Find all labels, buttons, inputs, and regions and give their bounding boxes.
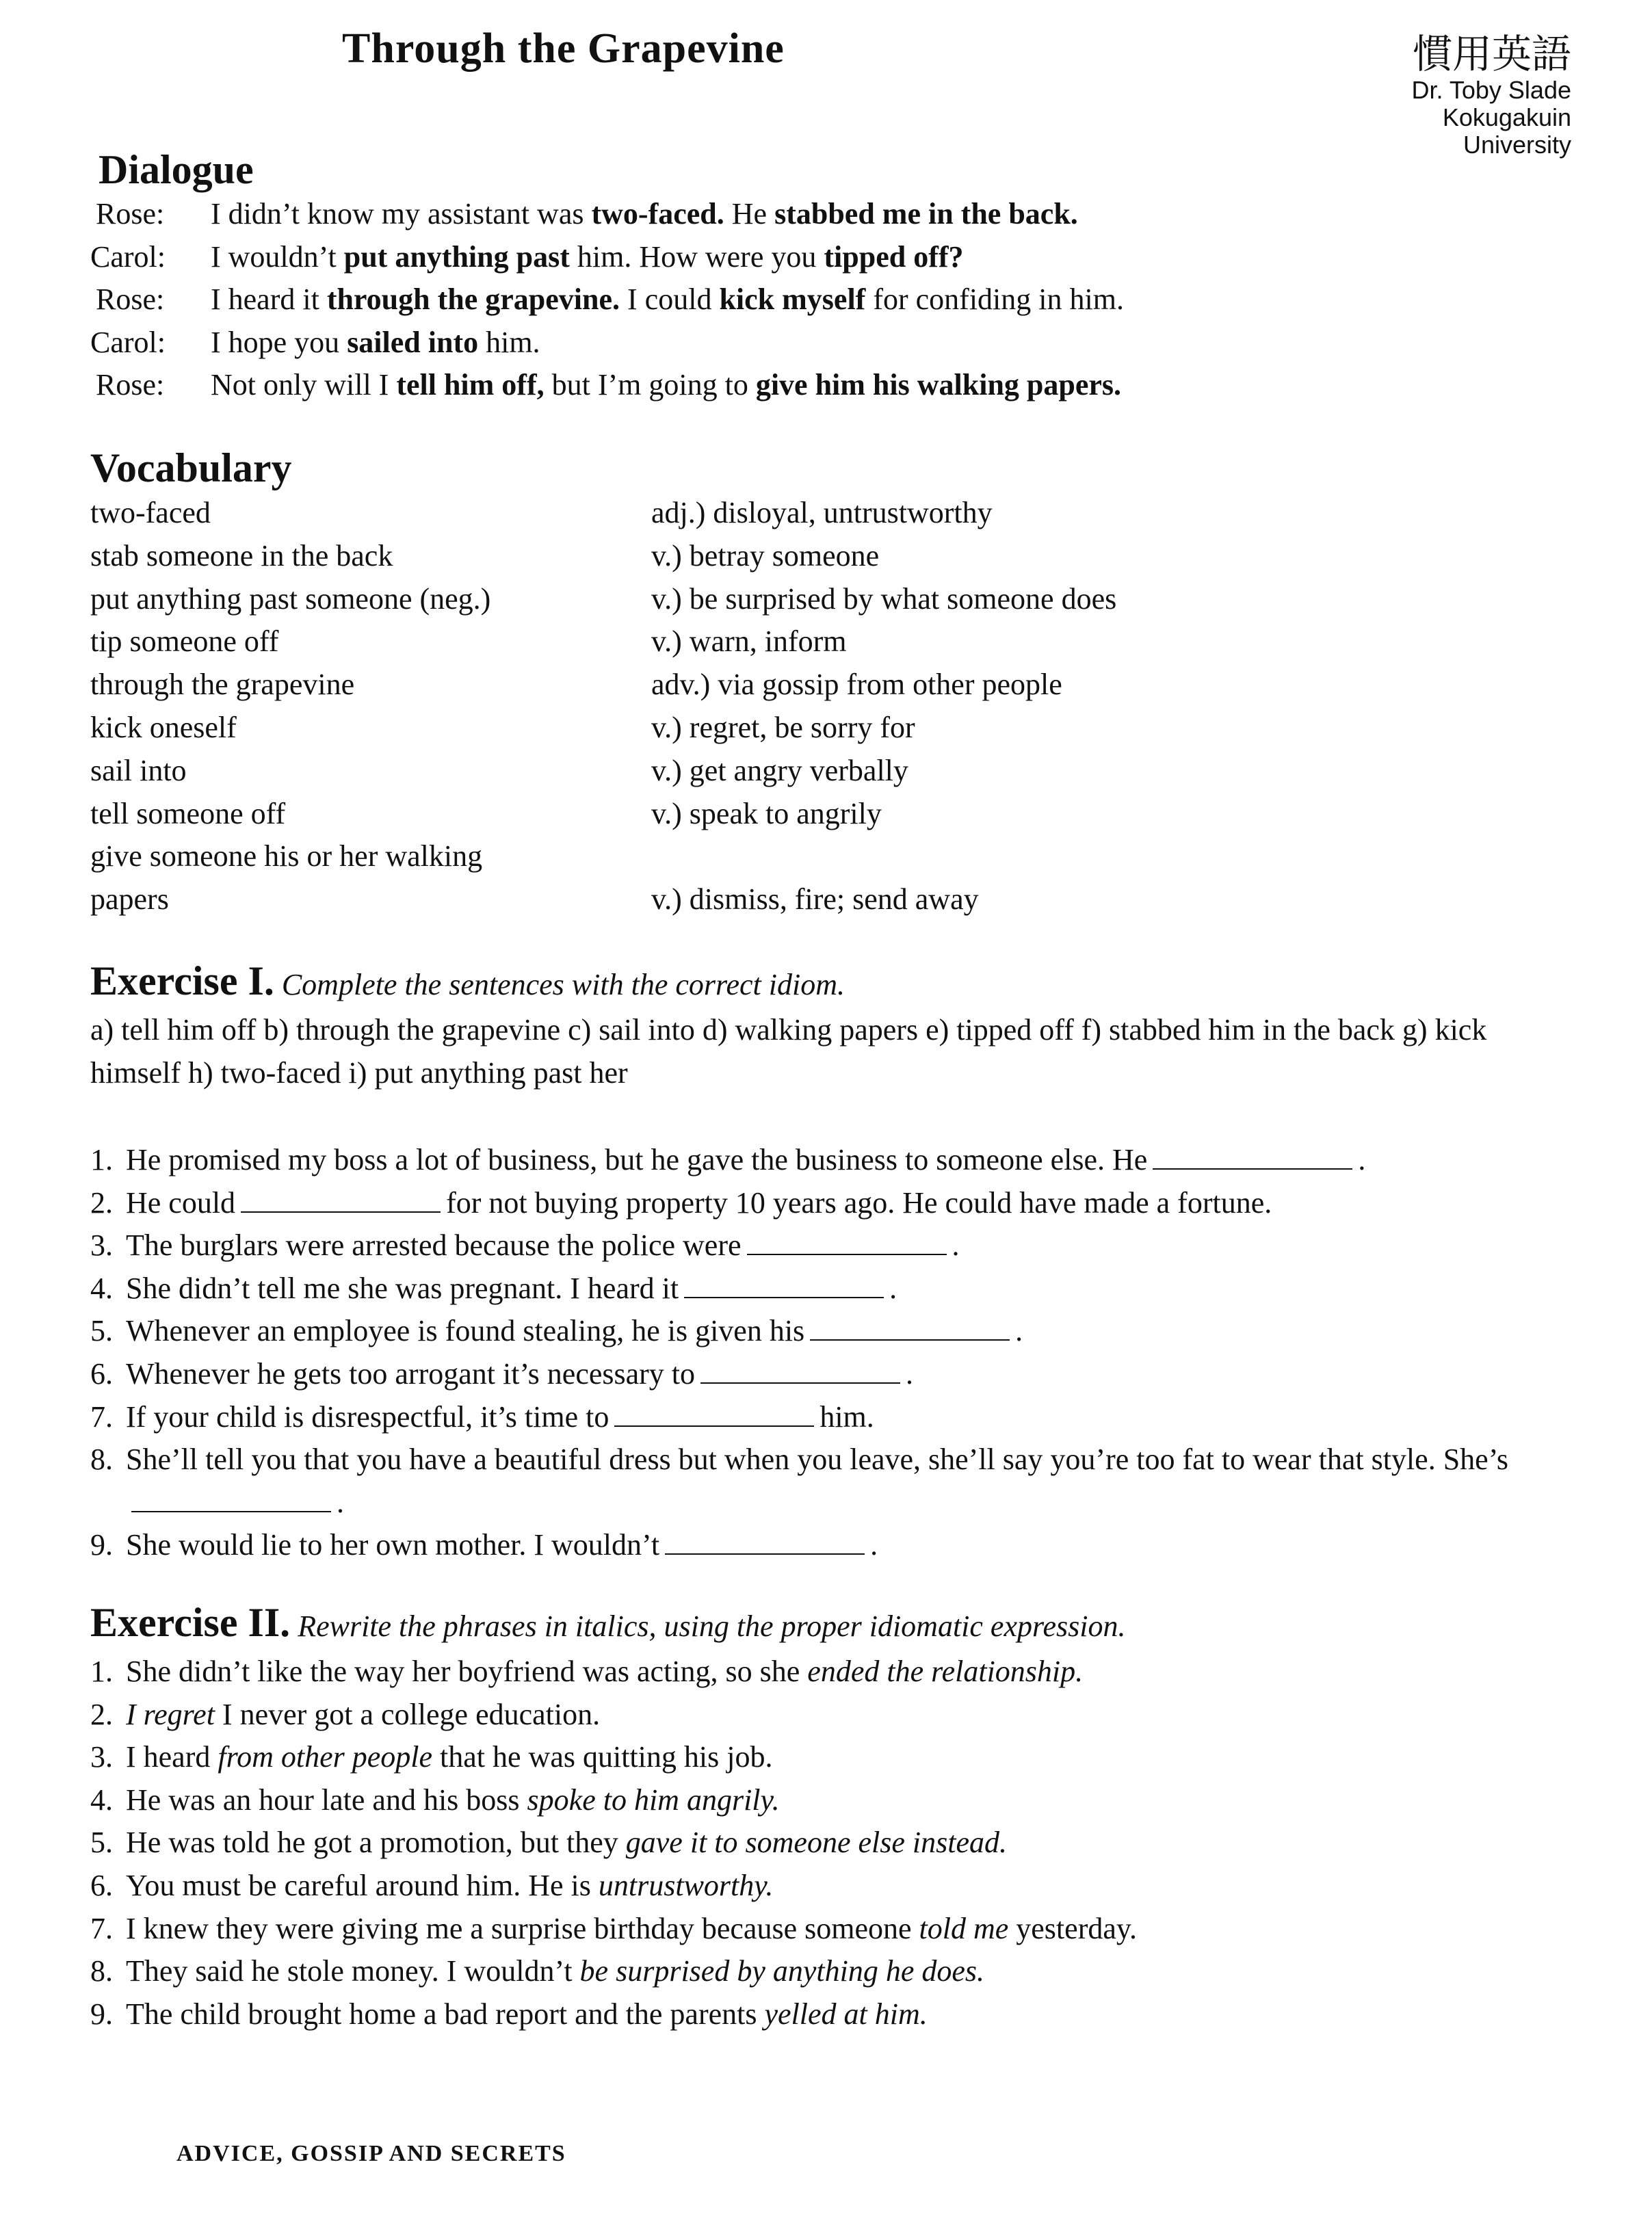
idiom-highlight: through the grapevine. bbox=[326, 282, 620, 316]
item-text-before: He promised my boss a lot of business, but he gave the business to someone else. He bbox=[126, 1143, 1148, 1176]
exercise1-items bbox=[90, 1139, 1569, 1567]
footer-text: ADVICE, GOSSIP AND SECRETS bbox=[176, 2141, 566, 2166]
item-number: 7. bbox=[90, 1911, 113, 1945]
answer-blank[interactable] bbox=[810, 1317, 1010, 1341]
idiom-highlight: two-faced. bbox=[591, 197, 724, 231]
item-text bbox=[126, 1650, 1569, 1694]
vocabulary-definition: v.) be surprised by what someone does bbox=[651, 581, 1117, 616]
item-number: 1. bbox=[90, 1143, 113, 1176]
exercise2-item bbox=[90, 1736, 1569, 1779]
exercise1-item bbox=[90, 1267, 1569, 1311]
vocabulary-term: tell someone off bbox=[90, 796, 286, 830]
vocabulary-row bbox=[90, 492, 1116, 535]
exercise2-item bbox=[90, 1993, 1569, 2036]
item-segment: The child brought home a bad report and the parents bbox=[126, 1997, 765, 2031]
exercise2-label: Exercise II. bbox=[90, 1600, 291, 1645]
dialogue-speaker: Rose: bbox=[96, 368, 165, 402]
course-title-japanese: 慣用英語 bbox=[1412, 31, 1571, 77]
item-text-before: The burglars were arrested because the police were bbox=[126, 1228, 742, 1263]
exercise1-instruction: Complete the sentences with the correct idiom. bbox=[281, 968, 845, 1001]
exercise1-item bbox=[90, 1139, 1569, 1182]
vocabulary-term: kick oneself bbox=[90, 710, 237, 744]
idiom-highlight: stabbed me in the back. bbox=[774, 197, 1078, 231]
item-text-after: for not buying property 10 years ago. He could have made a fortune. bbox=[446, 1185, 1272, 1220]
exercise2-item bbox=[90, 1694, 1569, 1737]
dialogue-segment: but I’m going to bbox=[544, 368, 756, 402]
italic-phrase: yelled at him. bbox=[764, 1997, 928, 2031]
vocabulary-term: papers bbox=[90, 882, 169, 917]
author-block bbox=[1412, 31, 1571, 159]
item-number: 9. bbox=[90, 1997, 113, 2031]
italic-phrase: I regret bbox=[126, 1697, 215, 1731]
item-text-before: Whenever an employee is found stealing, he is given his bbox=[126, 1314, 805, 1348]
item-number: 3. bbox=[90, 1228, 113, 1263]
vocabulary-row bbox=[90, 535, 1116, 578]
idiom-highlight: put anything past bbox=[343, 239, 570, 274]
exercise1-item bbox=[90, 1310, 1569, 1353]
school-name-1: Kokugakuin bbox=[1442, 103, 1571, 131]
vocabulary-definition: adv.) via gossip from other people bbox=[651, 668, 1062, 702]
author-name: Dr. Toby Slade bbox=[1411, 76, 1571, 104]
item-segment: She didn’t like the way her boyfriend was acting, so she bbox=[126, 1655, 808, 1688]
dialogue-segment: I heard it bbox=[211, 282, 327, 316]
item-segment: He was an hour late and his boss bbox=[126, 1783, 527, 1817]
item-segment: He was told he got a promotion, but they bbox=[126, 1826, 626, 1860]
item-text bbox=[126, 1224, 1569, 1267]
item-text bbox=[126, 1310, 1569, 1353]
item-text-before: She would lie to her own mother. I wouldn’t bbox=[126, 1528, 660, 1562]
school-name-2: University bbox=[1463, 131, 1571, 159]
idiom-highlight: sailed into bbox=[347, 325, 479, 359]
vocabulary-row bbox=[90, 707, 1116, 750]
item-segment: I heard bbox=[126, 1740, 218, 1774]
dialogue-line bbox=[90, 321, 1124, 365]
italic-phrase: untrustworthy. bbox=[598, 1868, 774, 1902]
vocabulary-row bbox=[90, 793, 1116, 836]
vocabulary-definition: v.) regret, be sorry for bbox=[651, 710, 915, 744]
exercise1-item bbox=[90, 1353, 1569, 1396]
vocabulary-row bbox=[90, 620, 1116, 663]
exercise1-item bbox=[90, 1438, 1569, 1524]
vocabulary-definition: v.) betray someone bbox=[651, 538, 880, 573]
item-text-after: . bbox=[870, 1528, 878, 1562]
item-text-before: He could bbox=[126, 1185, 236, 1220]
dialogue-text bbox=[211, 236, 964, 279]
vocabulary-definition: v.) get angry verbally bbox=[651, 753, 908, 787]
vocabulary-heading: Vocabulary bbox=[90, 445, 292, 490]
item-text-after: him. bbox=[820, 1399, 874, 1434]
item-text bbox=[126, 1736, 1569, 1779]
item-text bbox=[126, 1779, 1569, 1822]
vocabulary-row bbox=[90, 835, 1116, 878]
item-text-after: . bbox=[889, 1271, 897, 1305]
item-segment: I never got a college education. bbox=[214, 1697, 601, 1731]
vocabulary-row bbox=[90, 750, 1116, 793]
exercise2-item bbox=[90, 1908, 1569, 1951]
item-text-after: . bbox=[952, 1228, 960, 1263]
item-text bbox=[126, 1139, 1569, 1182]
exercise1-item bbox=[90, 1182, 1569, 1225]
idiom-highlight: tell him off, bbox=[396, 368, 545, 402]
answer-blank[interactable] bbox=[665, 1531, 865, 1555]
answer-blank[interactable] bbox=[614, 1404, 814, 1427]
item-segment: You must be careful around him. He is bbox=[126, 1868, 599, 1902]
item-number: 2. bbox=[90, 1185, 113, 1220]
item-number: 7. bbox=[90, 1399, 113, 1434]
dialogue-segment: Not only will I bbox=[211, 368, 397, 402]
vocabulary-term: give someone his or her walking bbox=[90, 839, 483, 873]
item-number: 2. bbox=[90, 1697, 113, 1731]
dialogue-segment: for confiding in him. bbox=[865, 282, 1124, 316]
dialogue-segment: I wouldn’t bbox=[211, 239, 344, 274]
item-text bbox=[126, 1694, 1569, 1737]
idiom-highlight: tipped off? bbox=[824, 239, 964, 274]
item-text-before: She didn’t tell me she was pregnant. I heard it bbox=[126, 1271, 679, 1305]
dialogue-segment: him. How were you bbox=[569, 239, 824, 274]
exercise2-items bbox=[90, 1650, 1569, 2036]
item-text bbox=[126, 1908, 1569, 1951]
exercise1-label: Exercise I. bbox=[90, 958, 274, 1003]
item-number: 6. bbox=[90, 1868, 113, 1902]
dialogue-speaker: Carol: bbox=[90, 239, 166, 274]
item-segment: I knew they were giving me a surprise birthday because someone bbox=[126, 1911, 919, 1945]
item-text-before: She’ll tell you that you have a beautiful dress but when you leave, she’ll say you’re too fat to wear that style. She’s bbox=[126, 1443, 1509, 1477]
item-number: 6. bbox=[90, 1356, 113, 1391]
item-segment: They said he stole money. I wouldn’t bbox=[126, 1954, 580, 1988]
vocabulary-definition: adj.) disloyal, untrustworthy bbox=[651, 496, 993, 529]
dialogue-line bbox=[90, 364, 1124, 407]
vocabulary-term: tip someone off bbox=[90, 624, 279, 659]
italic-phrase: gave it to someone else instead. bbox=[625, 1826, 1007, 1860]
answer-blank[interactable] bbox=[241, 1189, 441, 1213]
item-text-after: . bbox=[906, 1356, 914, 1391]
exercise2-item bbox=[90, 1779, 1569, 1822]
dialogue-segment: him. bbox=[478, 325, 540, 359]
vocabulary-term: sail into bbox=[90, 753, 187, 787]
item-number: 1. bbox=[90, 1655, 113, 1688]
dialogue-speaker: Rose: bbox=[96, 282, 165, 316]
vocabulary-row bbox=[90, 663, 1116, 707]
italic-phrase: spoke to him angrily. bbox=[527, 1783, 780, 1817]
vocabulary-term: put anything past someone (neg.) bbox=[90, 581, 491, 616]
answer-blank[interactable] bbox=[131, 1489, 331, 1512]
item-number: 8. bbox=[90, 1954, 113, 1988]
dialogue-text bbox=[211, 193, 1078, 236]
vocabulary-list bbox=[90, 492, 1116, 921]
vocabulary-definition: v.) speak to angrily bbox=[651, 796, 882, 830]
dialogue-line bbox=[90, 193, 1124, 236]
item-number: 4. bbox=[90, 1783, 113, 1817]
item-number: 8. bbox=[90, 1443, 113, 1477]
vocabulary-definition: v.) dismiss, fire; send away bbox=[651, 882, 979, 917]
dialogue-segment: I didn’t know my assistant was bbox=[211, 197, 592, 231]
dialogue-heading: Dialogue bbox=[99, 147, 254, 192]
vocabulary-definition: v.) warn, inform bbox=[651, 624, 847, 659]
idiom-highlight: kick myself bbox=[719, 282, 866, 316]
item-text-before: If your child is disrespectful, it’s time to bbox=[126, 1399, 609, 1434]
italic-phrase: be surprised by anything he does. bbox=[579, 1954, 985, 1988]
dialogue-text bbox=[211, 364, 1121, 407]
item-number: 9. bbox=[90, 1528, 113, 1562]
dialogue-line bbox=[90, 278, 1124, 321]
vocabulary-term: through the grapevine bbox=[90, 668, 355, 702]
item-text bbox=[126, 1438, 1569, 1524]
item-text-after: . bbox=[1015, 1314, 1023, 1348]
item-segment: that he was quitting his job. bbox=[432, 1740, 773, 1774]
item-text bbox=[126, 1267, 1569, 1311]
vocabulary-term: stab someone in the back bbox=[90, 538, 393, 573]
exercise2-heading bbox=[90, 1599, 1125, 1646]
item-text bbox=[126, 1865, 1569, 1908]
exercise2-item bbox=[90, 1821, 1569, 1865]
dialogue-speaker: Carol: bbox=[90, 325, 166, 359]
item-text bbox=[126, 1396, 1569, 1439]
answer-blank[interactable] bbox=[747, 1232, 947, 1255]
exercise1-item bbox=[90, 1396, 1569, 1439]
item-text bbox=[126, 1950, 1569, 1993]
dialogue-speaker: Rose: bbox=[96, 197, 165, 231]
item-number: 5. bbox=[90, 1826, 113, 1860]
dialogue-segment: I hope you bbox=[211, 325, 348, 359]
dialogue-text bbox=[211, 321, 540, 365]
answer-blank[interactable] bbox=[1153, 1146, 1352, 1170]
item-text-after: . bbox=[1358, 1143, 1366, 1176]
exercise1-item bbox=[90, 1524, 1569, 1567]
italic-phrase: ended the relationship. bbox=[807, 1655, 1084, 1688]
item-text bbox=[126, 1182, 1569, 1225]
item-number: 5. bbox=[90, 1314, 113, 1348]
dialogue-segment: He bbox=[724, 197, 775, 231]
item-text bbox=[126, 1993, 1569, 2036]
exercise2-item bbox=[90, 1865, 1569, 1908]
italic-phrase: told me bbox=[919, 1911, 1009, 1945]
dialogue-block bbox=[90, 193, 1124, 407]
exercise1-options: a) tell him off b) through the grapevine c) sail into d) walking papers e) tipped off f) stabbed him in the back g) kick himself h) two-faced i) put anything past her bbox=[90, 1013, 1487, 1090]
item-text bbox=[126, 1821, 1569, 1865]
exercise2-instruction: Rewrite the phrases in italics, using the proper idiomatic expression. bbox=[298, 1609, 1126, 1643]
answer-blank[interactable] bbox=[684, 1275, 884, 1298]
item-text bbox=[126, 1524, 1569, 1567]
vocabulary-row bbox=[90, 878, 1116, 921]
dialogue-text bbox=[211, 278, 1124, 321]
item-number: 4. bbox=[90, 1271, 113, 1305]
exercise1-heading bbox=[90, 958, 845, 1005]
item-text-after: . bbox=[337, 1485, 344, 1519]
exercise1-item bbox=[90, 1224, 1569, 1267]
item-number: 3. bbox=[90, 1740, 113, 1774]
idiom-highlight: give him his walking papers. bbox=[755, 368, 1122, 402]
dialogue-line bbox=[90, 236, 1124, 279]
dialogue-segment: I could bbox=[620, 282, 720, 316]
exercise2-item bbox=[90, 1650, 1569, 1694]
vocabulary-term: two-faced bbox=[90, 496, 211, 529]
item-segment: yesterday. bbox=[1008, 1911, 1138, 1945]
exercise2-item bbox=[90, 1950, 1569, 1993]
italic-phrase: from other people bbox=[218, 1740, 433, 1774]
page-title: Through the Grapevine bbox=[342, 25, 785, 72]
item-text bbox=[126, 1353, 1569, 1396]
vocabulary-row bbox=[90, 578, 1116, 621]
item-text-before: Whenever he gets too arrogant it’s necessary to bbox=[126, 1356, 696, 1391]
answer-blank[interactable] bbox=[700, 1360, 900, 1384]
